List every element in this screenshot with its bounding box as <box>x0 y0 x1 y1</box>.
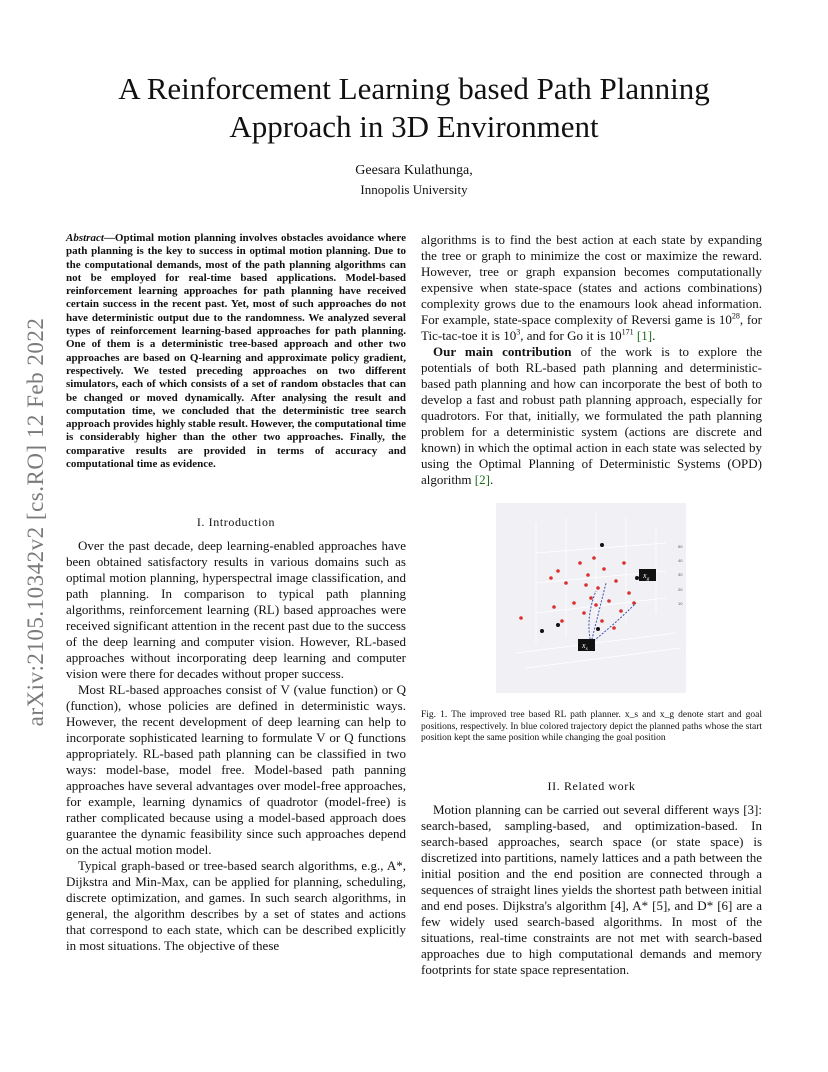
z-tick-label: 20 <box>678 587 683 592</box>
citation-link[interactable]: [2] <box>474 472 490 487</box>
paper-title <box>0 70 828 146</box>
introduction-section <box>66 514 406 954</box>
intro-paragraph-2: Most RL-based approaches consist of V (value function) or Q (function), whose policies are defined in deterministic ways. However, the recent development of deep learning can help to incorporate sophisticated learning to formulate V or Q functions appropriately. RL-based path planning can be classified in two ways: model-base, model free. Model-based path panning approaches have several advantages over model-free approaches, for example, learning dynamics of quadrotor (model-free) is rather complicated because using a model-based approach does guarantee the dynamic feasibility since such approaches depend on the actual motion model. <box>66 682 406 857</box>
related-work-section <box>421 778 762 978</box>
arxiv-identifier: arXiv:2105.10342v2 [cs.RO] 12 Feb 2022 <box>23 317 48 727</box>
section-heading-introduction: I. Introduction <box>196 515 276 529</box>
contribution-paragraph: Our main contribution of the work is to explore the potentials of both RL-based path planning and deterministic-based path planning and how can incorporate the best of both to develop a fast and robust path planning approach, especially for quadrotors. For that, initially, we formulated the path planning problem for a deterministic system (actions are discrete and known) in which the optimal action in each state was selected by using the Optimal Planning of Deterministic Systems (OPD) algorithm [2]. <box>421 344 763 487</box>
z-tick-label: 40 <box>678 558 683 563</box>
author-name: Geesara Kulathunga, <box>355 163 473 178</box>
figure-caption: Fig. 1. The improved tree based RL path planner. x_s and x_g denote start and goal positions, respectively. In blue colored trajectory depict the planned paths whose the start position kept the same position while changing the goal position <box>421 710 762 743</box>
z-tick-label: 30 <box>678 572 683 577</box>
figure-3d-path-plot <box>496 503 686 693</box>
abstract <box>66 232 406 471</box>
title-line-2: Approach in 3D Environment <box>229 109 599 144</box>
right-column-text <box>421 232 762 488</box>
section-heading-related-work: II. Related work <box>547 779 636 793</box>
related-paragraph-1: Motion planning can be carried out several different ways [3]: search-based, sampling-based, and optimization-based. In search-based approaches, search space (or state space) is discretized into partitions, namely lattices and a path between the initial position and the end position are connected through a sequences of straight lines yields the shortest path between initial and end poses. Dijkstra's algorithm [4], A* [5], and D* [6] are a few widely used search-based algorithms. In most of the situations, real-time constraints are not met with search-based approaches due to high computational demands and memory footprints for state space representation. <box>421 802 762 977</box>
abstract-label: Abstract <box>66 232 104 244</box>
z-tick-label: 50 <box>678 544 683 549</box>
z-tick-label: 10 <box>678 601 683 606</box>
title-line-1: A Reinforcement Learning based Path Planning <box>118 71 710 106</box>
abstract-text: —Optimal motion planning involves obstacles avoidance where path planning is the key to success in optimal motion planning. Due to the computational demands, most of the path planning algorithms can not be employed for real-time based applications. Model-based reinforcement learning approaches for path planning have received certain success in the recent past. Yet, most of such approaches do not have deterministic output due to the randomness. We analyzed several types of reinforcement learning-based approaches for path planning. One of them is a deterministic tree-based approach and other two approaches are based on Q-learning and approximate policy gradient, respectively. We tested preceding approaches on two different simulators, each of which consists of a set of random obstacles that can be changed or moved dynamically. After analysing the result and computation time, we concluded that the deterministic tree search approach provides highly stable result. However, the computational time is considerably higher than the other two approaches. Finally, the comparative results are provided in terms of accuracy and computational time as evidence. <box>66 232 406 471</box>
start-label: $x_s$ <box>582 641 588 652</box>
plot-svg <box>496 503 686 693</box>
goal-label: $x_g$ <box>643 571 650 582</box>
citation-link[interactable]: [1] <box>636 328 653 343</box>
author-affiliation: Innopolis University <box>360 182 468 197</box>
intro-paragraph-1: Over the past decade, deep learning-enabled approaches have been obtained satisfactory results in various domains such as optimal motion planning, hyperspectral image classification, and path planning. In comparison to typical path planning algorithms, reinforcement learning (RL) based approaches were received significant attention in the recent past due to the success of the deep learning and computer vision. However, RL-based approaches without incorporating deep learning and computer vision were there for decades without proper success. <box>66 538 406 681</box>
intro-paragraph-3: Typical graph-based or tree-based search algorithms, e.g., A*, Dijkstra and Min-Max, can be applied for planning, scheduling, discrete optimization, and games. In such search algorithms, in general, the algorithm describes by a set of states and actions that correspond to each state, which can be described explicitly in most situations. The objective of these <box>66 858 406 953</box>
intro-paragraph-4: algorithms is to find the best action at each state by expanding the tree or graph to minimize the cost or maximize the reward. However, tree or graph expansion becomes computationally expensive when state-space (states and actions combinations) complexity grows due to the enamours look ahead information. For example, state-space complexity of Reversi game is $10^{28}$, for Tic-tac-toe it is $10^3$, and for Go it is $10^{171}$ [1]. <box>421 232 762 343</box>
